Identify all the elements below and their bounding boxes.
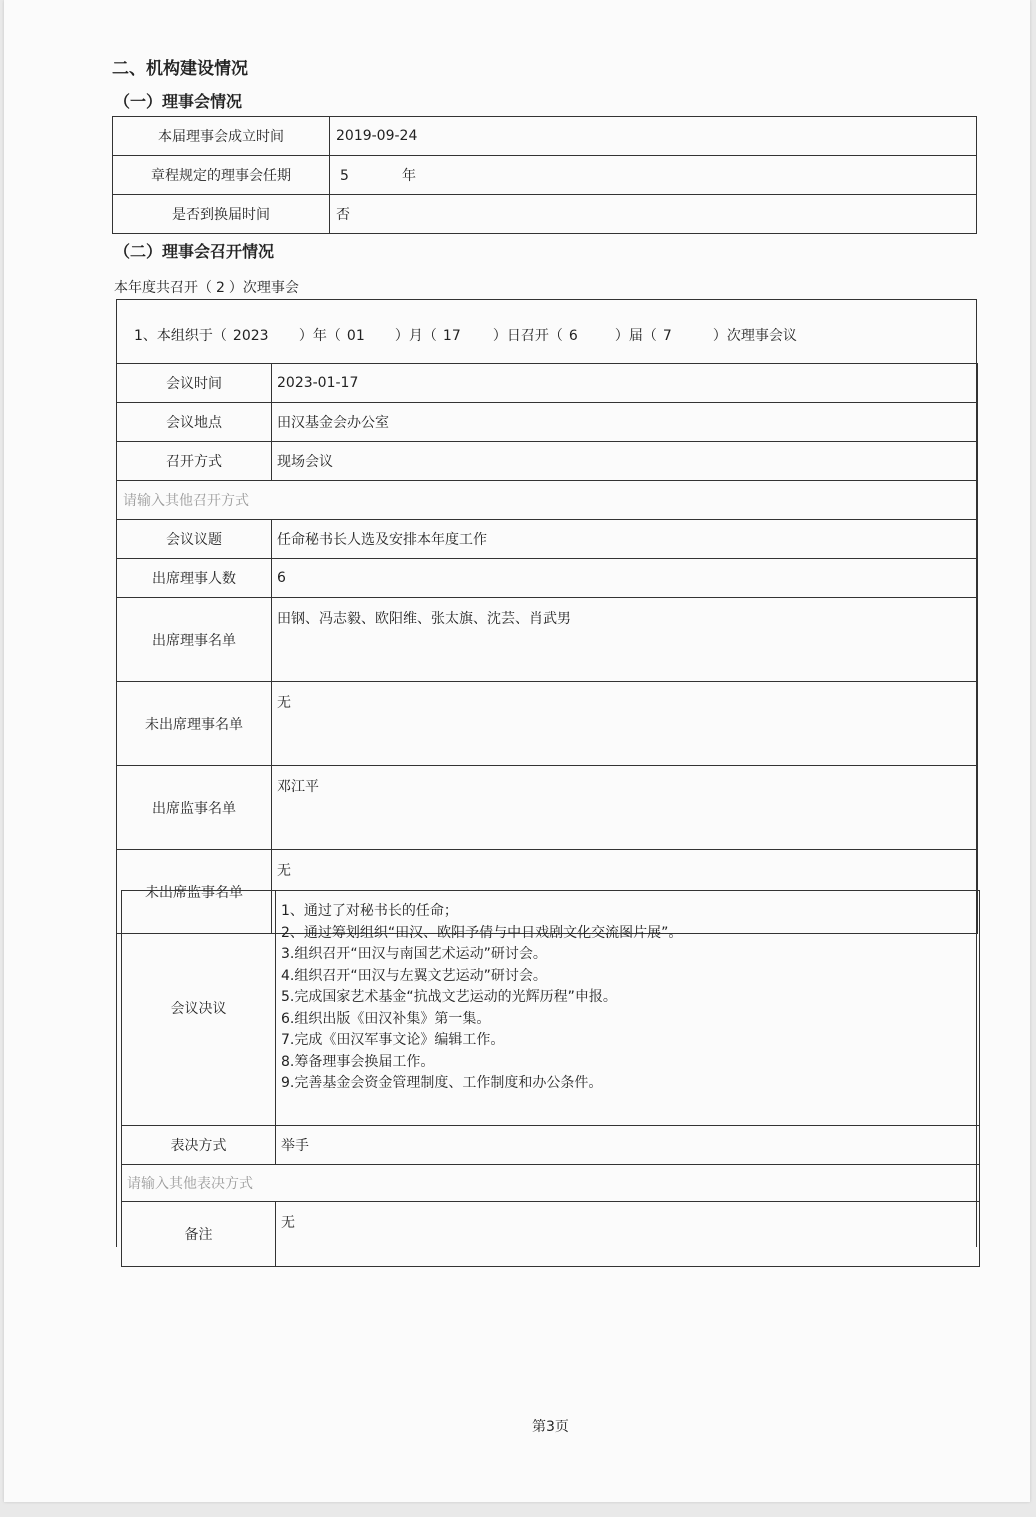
meeting-day: 17 (442, 328, 461, 344)
resolutions-label: 会议决议 (122, 891, 276, 1126)
table-row (113, 195, 977, 234)
term-unit: 年 (402, 168, 416, 184)
time-value: 2023-01-17 (272, 364, 978, 403)
list-item: 2、通过筹划组织“田汉、欧阳予倩与中日戏剧文化交流图片展”。 (281, 924, 683, 941)
resolutions-list (281, 901, 979, 1095)
meeting-number: 7 (662, 328, 672, 344)
list-item: 8.筹备理事会换届工作。 (281, 1053, 435, 1070)
topic-label: 会议议题 (117, 520, 272, 559)
board-info-title: （一）理事会情况 (114, 92, 243, 111)
topic-value: 任命秘书长人选及安排本年度工作 (272, 520, 978, 559)
page-number: 第3页 (532, 1419, 569, 1435)
table-row (117, 364, 978, 403)
table-row (117, 481, 978, 520)
absent-list-label: 未出席理事名单 (117, 682, 272, 766)
meeting-header (134, 325, 797, 345)
list-item: 7.完成《田汉军事文论》编辑工作。 (281, 1032, 505, 1048)
founded-label: 本届理事会成立时间 (113, 117, 330, 156)
other-method-field[interactable]: 请输入其他召开方式 (117, 481, 978, 520)
table-row (117, 442, 978, 481)
list-item: 3.组织召开“田汉与南国艺术运动”研讨会。 (281, 946, 547, 962)
table-row (117, 520, 978, 559)
method-label: 召开方式 (117, 442, 272, 481)
document-page (4, 0, 1030, 1502)
table-row (117, 598, 978, 682)
reelection-label: 是否到换届时间 (113, 195, 330, 234)
list-item: 9.完善基金会资金管理制度、工作制度和办公条件。 (281, 1075, 603, 1091)
absent-supervisor-label: 未出席监事名单 (117, 850, 272, 934)
day-suffix: ）日召开（ (492, 328, 563, 344)
supervisor-value: 邓江平 (272, 766, 978, 850)
table-row (117, 559, 978, 598)
table-row (122, 1165, 980, 1202)
number-suffix: ）次理事会议 (712, 328, 797, 344)
list-item: 6.组织出版《田汉补集》第一集。 (281, 1010, 491, 1027)
term-cell (330, 156, 977, 195)
section-title: 二、机构建设情况 (112, 59, 248, 79)
founded-value: 2019-09-24 (330, 117, 977, 156)
place-value: 田汉基金会办公室 (272, 403, 978, 442)
absent-list-value: 无 (272, 682, 978, 766)
attend-list-label: 出席理事名单 (117, 598, 272, 682)
head-prefix: 1、本组织于（ (134, 328, 227, 344)
session-suffix: ）届（ (614, 328, 657, 344)
table-row (117, 766, 978, 850)
supervisor-label: 出席监事名单 (117, 766, 272, 850)
count-prefix: 本年度共召开（ (114, 280, 212, 296)
attend-list-value: 田钢、冯志毅、欧阳维、张太旗、沈芸、肖武男 (272, 598, 978, 682)
meeting-session: 6 (568, 328, 578, 344)
table-row (113, 156, 977, 195)
vote-label: 表决方式 (122, 1126, 276, 1165)
list-item: 5.完成国家艺术基金“抗战文艺运动的光辉历程”申报。 (281, 989, 617, 1005)
meeting-count-line (114, 277, 299, 297)
place-label: 会议地点 (117, 403, 272, 442)
table-row (122, 891, 980, 1126)
attend-count-value: 6 (272, 559, 978, 598)
meeting-count: 2 (216, 280, 225, 296)
meetings-title: （二）理事会召开情况 (114, 242, 275, 261)
list-item: 1、通过了对秘书长的任命； (281, 903, 458, 919)
table-row (122, 1202, 980, 1267)
resolution-table (121, 890, 980, 1267)
month-suffix: ）月（ (394, 328, 437, 344)
term-value: 5 (340, 168, 349, 184)
meeting-year: 2023 (232, 328, 269, 344)
other-vote-field[interactable]: 请输入其他表决方式 (122, 1165, 980, 1202)
remark-label: 备注 (122, 1202, 276, 1267)
remark-value: 无 (276, 1202, 980, 1267)
meeting-month: 01 (346, 328, 365, 344)
count-suffix: ）次理事会 (228, 280, 299, 296)
table-row (122, 1126, 980, 1165)
reelection-value: 否 (330, 195, 977, 234)
method-value: 现场会议 (272, 442, 978, 481)
table-row (117, 403, 978, 442)
absent-supervisor-value: 无 (272, 850, 978, 934)
board-info-table (112, 116, 977, 234)
meeting-table (116, 363, 978, 934)
vote-value: 举手 (276, 1126, 980, 1165)
term-label: 章程规定的理事会任期 (113, 156, 330, 195)
resolutions-cell (276, 891, 980, 1126)
year-suffix: ）年（ (298, 328, 341, 344)
table-row (113, 117, 977, 156)
table-row (117, 682, 978, 766)
attend-count-label: 出席理事人数 (117, 559, 272, 598)
list-item: 4.组织召开“田汉与左翼文艺运动”研讨会。 (281, 967, 547, 984)
time-label: 会议时间 (117, 364, 272, 403)
